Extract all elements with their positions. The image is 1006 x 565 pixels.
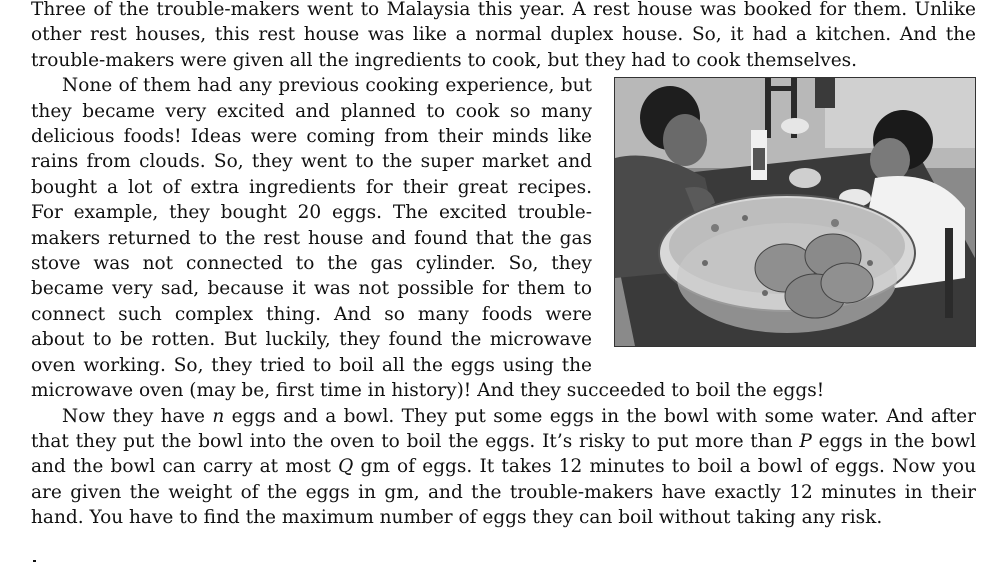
paragraph-1: Three of the trouble-makers went to Malaysia this year. A rest house was booked for them. Unlike other rest houses, this rest house was like a normal duplex house. So, it had a kitchen. And the trouble-makers were given all the ingredients to cook, but they had to cook themselves. [31, 0, 976, 71]
paragraph-3 [31, 404, 976, 531]
paragraph-3-text-4: gm of eggs. It takes 12 minutes to boil a bowl of eggs. Now you are given the weight of the eggs in gm, and the trouble-makers have exactly 12 minutes in their hand. You have to find the maximum number of eggs they can boil without taking any risk. [31, 456, 976, 529]
variable-p: P [799, 430, 812, 452]
photo-eggs-in-bowl [614, 77, 976, 347]
paragraph-2: None of them had any previous cooking experience, but they became very excited and planned to cook so many delicious foods! Ideas were coming from their minds like rains from clouds. So, they went to the super market and bought a lot of extra ingredients for their great recipes. For example, they bought 20 eggs. The excited trouble-makers returned to the rest house and found that the gas stove was not connected to the gas cylinder. So, they became very sad, because it was not possible for them to connect such complex thing. And so many foods were about to be rotten. But luckily, they found the microwave oven working. So, they tried to boil all the eggs using the microwave oven (may be, first time in history)! And they succeeded to boil the eggs! [31, 75, 825, 402]
paragraph-3-text-2: eggs and a bowl. They put some eggs in the bowl with some water. And after that they put the bowl into the oven to boil the eggs. It’s risky to put more than [31, 405, 976, 452]
variable-n: n [212, 405, 225, 427]
stray-mark [33, 560, 36, 562]
variable-q: Q [338, 456, 354, 478]
paragraph-3-text-3: eggs in the bowl and the bowl can carry at most [31, 430, 977, 478]
photo-illustration [615, 78, 975, 346]
problem-statement [31, 0, 976, 531]
paragraph-3-text-1: Now they have [62, 405, 213, 427]
